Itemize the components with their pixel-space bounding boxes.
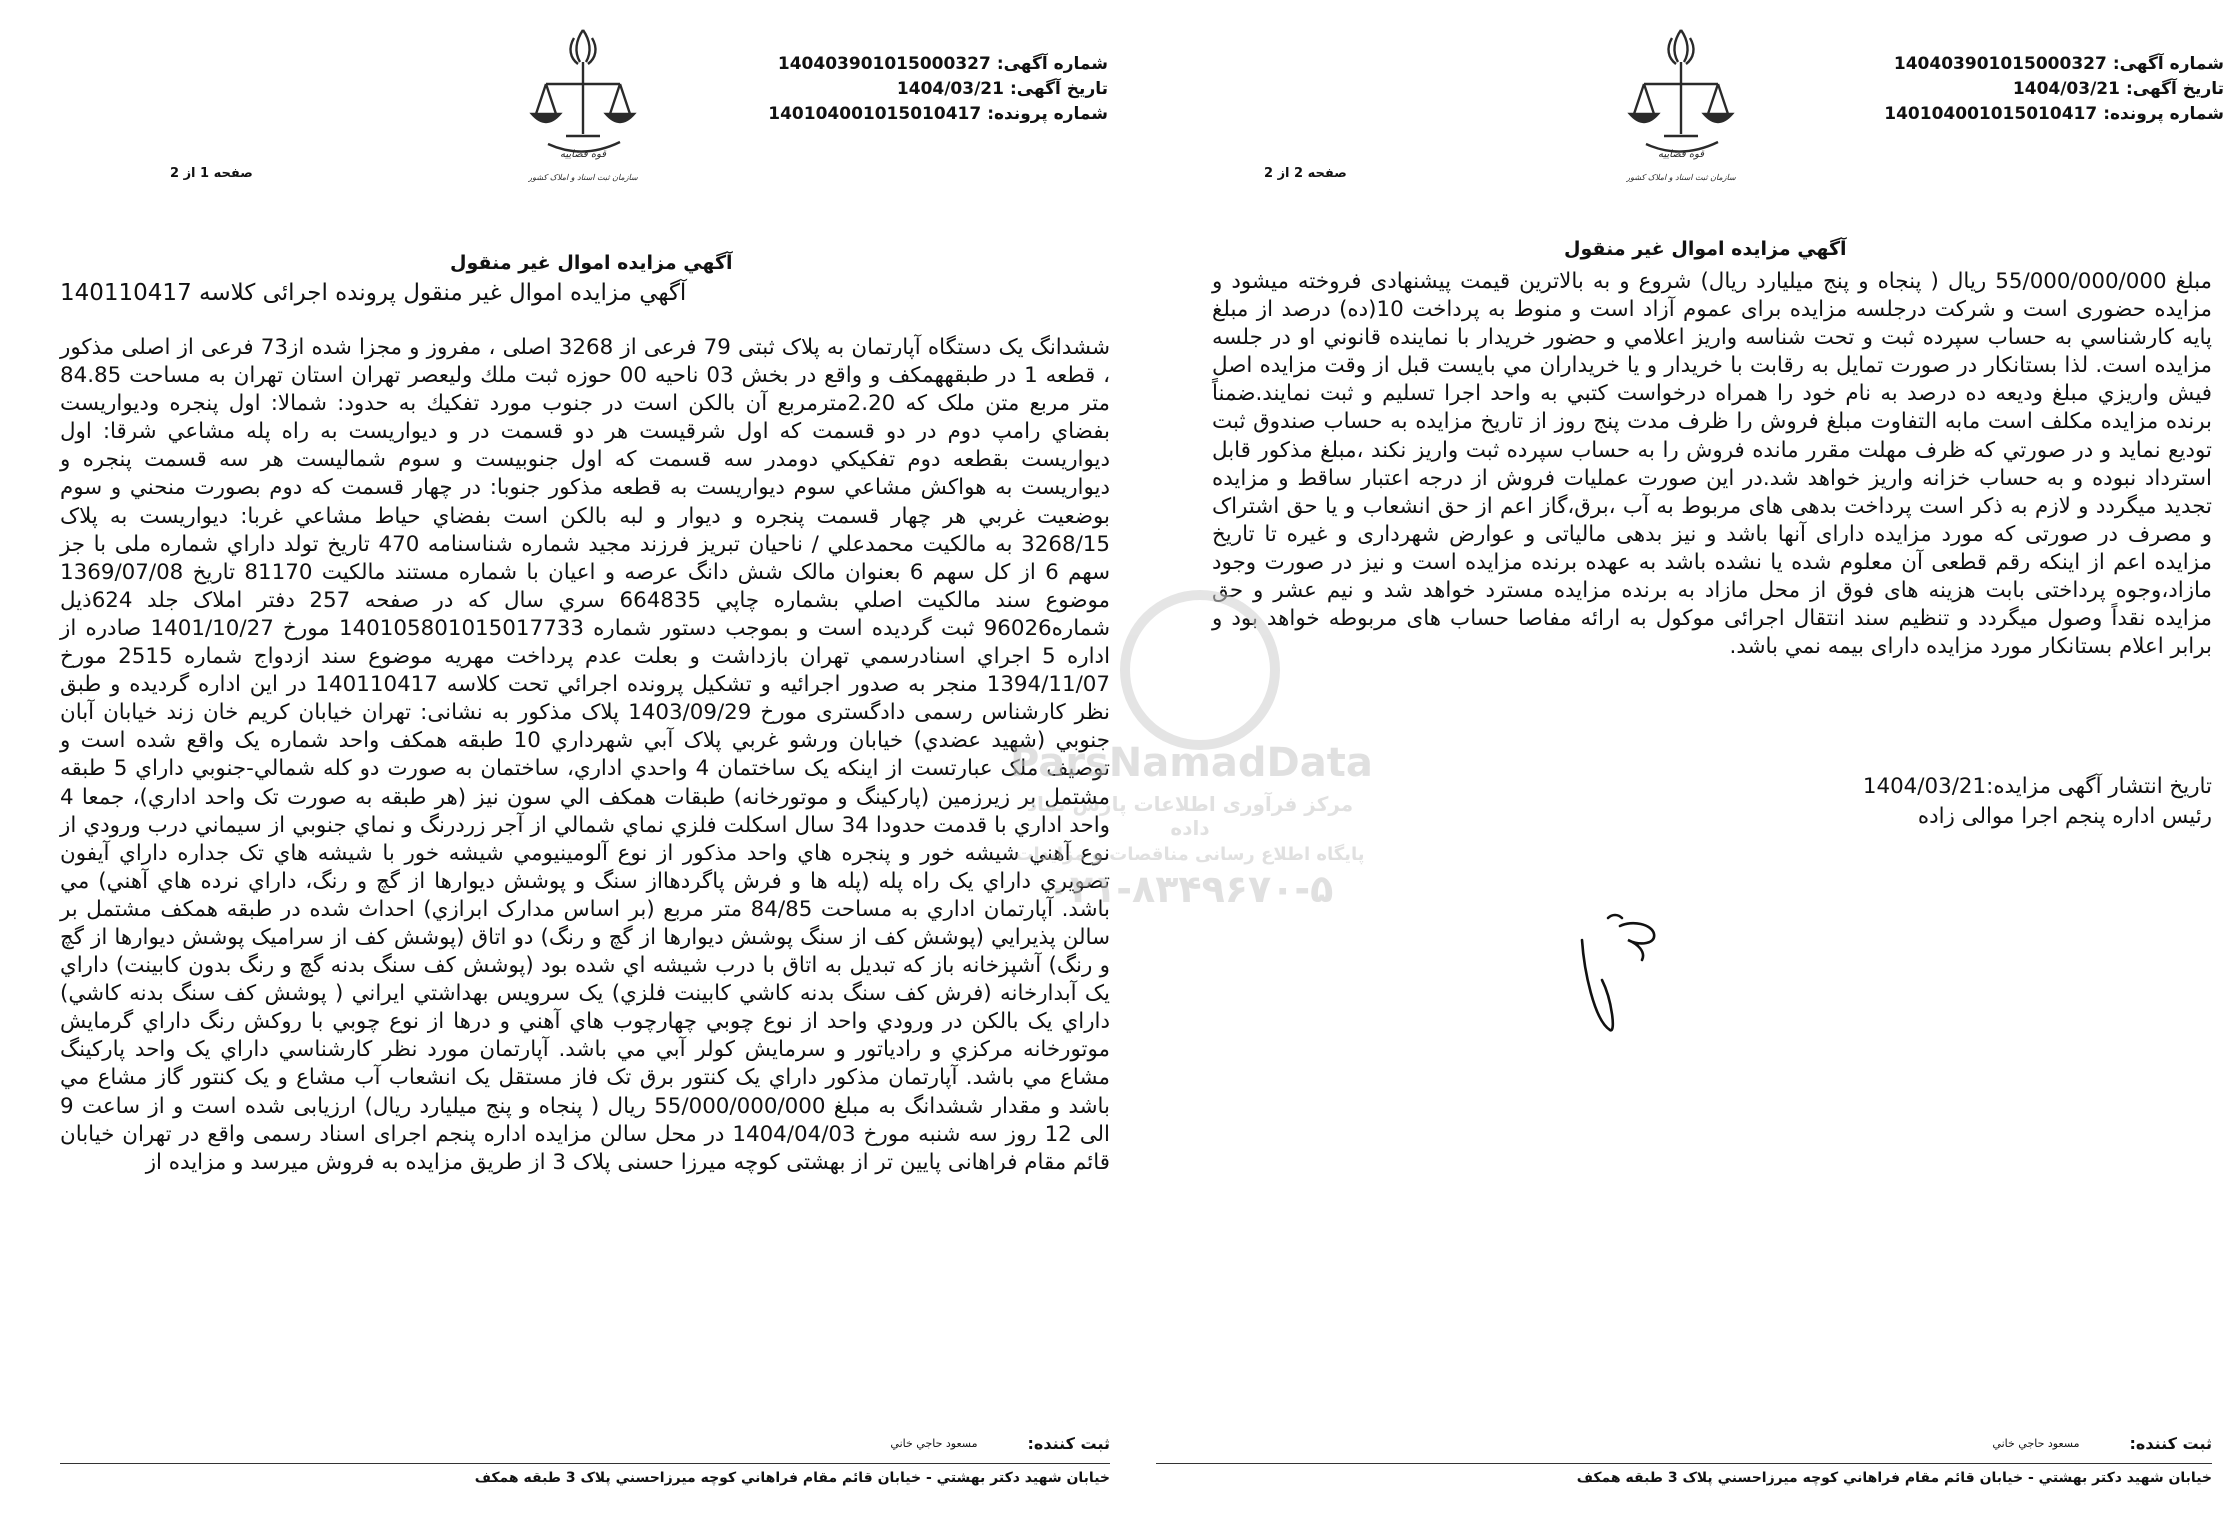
judiciary-emblem-icon: [1626, 22, 1736, 192]
case-number-label: شماره پرونده:: [2103, 104, 2224, 124]
watermark-line-2: پایگاه اطلاع رسانی مناقصات و مزایدات: [1015, 844, 1365, 865]
svg-text:سازمان ثبت اسناد و املاک کشور: سازمان ثبت اسناد و املاک کشور: [1626, 173, 1736, 182]
notice-date: 1404/03/21: [896, 79, 1004, 99]
notice-meta: [708, 52, 1108, 127]
watermark-line-1: مرکز فرآوری اطلاعات پارس نماد داده: [1026, 792, 1354, 840]
notice-page-2: [1116, 0, 2232, 1528]
publish-date-line: [1612, 772, 2212, 802]
watermark-phone: ۰۲۱-۸۳۴۹۶۷۰-۵: [1046, 867, 1334, 911]
office-address: خيابان شهيد دکتر بهشتي - خيابان قائم مقام فراهاني کوچه ميرزاحسني پلاک 3 طبقه همکف: [1576, 1470, 2212, 1486]
notice-date-label: تاریخ آگهی:: [2125, 79, 2224, 99]
footer-divider: [60, 1463, 1110, 1464]
page-indicator: صفحه 1 از 2: [170, 166, 253, 181]
office-address: خيابان شهيد دکتر بهشتي - خيابان قائم مقام فراهاني کوچه ميرزاحسني پلاک 3 طبقه همکف: [474, 1470, 1110, 1486]
notice-body: ششدانگ يک دستگاه آپارتمان به پلاک ثبتی 79 فرعی از 3268 اصلی ، مفروز و مجزا شده از73 فرعی از اصلی مذکور ، قطعه 1 در طبقههمکف و واقع در بخش 03 ناحيه 00 حوزه ثبت ملك وليعصر تهران استان تهران به مساحت 84.85 متر مربع متن ملک که 2.20مترمربع آن بالکن است در جنوب مورد تفکيك به حدود: شمالا: اول پنجره وديواريست بفضاي رامپ دوم در دو قسمت که اول شرقيست هر دو قسمت در و ديواريست به راه پله مشاعي شرقا: اول ديواريست بقطعه دوم تفکيکي دومدر سه قسمت که اول جنوبيست و سوم شماليست هر سه قسمت پنجره و ديواريست به هواکش مشاعي سوم ديواريست به قطعه مذکور جنوبا: در چهار قسمت که دوم بصورت منحني و سوم بوضعيت غربي هر چهار قسمت پنجره و ديوار و لبه بالکن است بفضاي حياط مشاعي غربا: ديواريست به پلاک 3268/15 به مالکيت محمدعلي / ناحيان تبريز فرزند مجيد شماره شناسنامه 470 تاريخ تولد داراي شماره ملی با جز سهم 6 از کل سهم 6 بعنوان مالک شش دانگ عرصه و اعيان با شماره مستند مالکيت 81170 تاريخ 1369/07/08 موضوع سند مالکيت اصلي بشماره چاپي 664835 سري سال که در صفحه 257 دفتر املاک جلد 624ذيل شماره96026 ثبت گرديده است و بموجب دستور شماره 140105801015017733 مورخ 1401/10/27 صادره از اداره 5 اجراي اسنادرسمي تهران بازداشت و بعلت عدم پرداخت مهريه موضوع سند ازدواج شماره 2515 مورخ 1394/11/07 منجر به صدور اجرائيه و تشکيل پرونده اجرائي تحت کلاسه 140110417 در اين اداره گرديده و طبق نظر کارشناس رسمی دادگستری مورخ 1403/09/29 پلاک مذکور به نشانی: تهران خيابان کريم خان زند خيابان آبان جنوبي (شهيد عضدي) خيابان ورشو غربي پلاک آبي شهرداري 10 طبقه همکف واحد شماره يک واقع شده است و توصيف ملک عبارتست از اينکه يک ساختمان 4 واحدي اداري، ساختمان به صورت دو کله شمالي-جنوبي داراي 5 طبقه مشتمل بر زيرزمين (پارکينگ و موتورخانه) طبقات همکف الي سون نيز (هر طبقه به صورت تک واحد اداري)، جمعا 4 واحد اداري با قدمت حدودا 34 سال اسکلت فلزي نماي شمالي از آجر زردرنگ و نماي جنوبي از سيماني درب ورودي از نوع آهني شيشه خور و پنجره هاي واحد مذکور از نوع آلومينيومي شيشه خور با شيشه هاي تک جداره داراي آيفون تصويري داراي يک راه پله (پله ها و فرش پاگردهااز سنگ و پوشش ديوارها از گچ و رنگ، داراي نرده هاي آهني) مي باشد. آپارتمان اداري به مساحت 84/85 متر مربع (بر اساس مدارک ابرازي) احداث شده در طبقه همکف مشتمل بر سالن پذيرايي (پوشش کف از سنگ پوشش ديوارها از گچ و رنگ) دو اتاق (پوشش کف از سراميک پوشش ديوارها از گچ و رنگ) آشپزخانه باز که تبديل به اتاق با درب شيشه اي شده بود (پوشش کف سنگ بدنه گچ و رنگ بدون کابينت) داراي يک آبدارخانه (فرش کف سنگ بدنه کاشي کابينت فلزي) يک سرويس بهداشتي ايراني ( پوشش کف سنگ بدنه کاشي) داراي يک بالکن در ورودي واحد از نوع چوبي چهارچوب هاي آهني و درها از نوع چوبي با روکش رنگ داراي گرمايش موتورخانه مرکزي و رادياتور و سرمايش کولر آبي مي باشد. آپارتمان مورد نظر کارشناسي داراي يک واحد پارکينگ مشاع مي باشد. آپارتمان مذکور داراي يک کنتور برق تک فاز مستقل يک انشعاب آب مشاع و يک کنتور گاز مشاع مي باشد و مقدار ششدانگ به مبلغ 55/000/000/000 ريال ( پنجاه و پنج ميليارد ريال) ارزيابی شده است و از ساعت 9 الی 12 روز سه شنبه مورخ 1404/04/03 در محل سالن مزايده اداره پنجم اجرای اسناد رسمی واقع در تهران خيابان قائم مقام فراهانی پايين تر از بهشتی کوچه ميرزا حسنی پلاک 3 از طريق مزايده به فروش ميرسد و مزايده از: [60, 335, 1111, 1175]
issuer-label: ثبت کننده:: [1027, 1434, 1110, 1453]
publish-date: 1404/03/21: [1862, 774, 1987, 799]
closing-block: [1612, 772, 2212, 832]
page-footer: [60, 1434, 1110, 1504]
issuer-label: ثبت کننده:: [2129, 1434, 2212, 1453]
issuer: [60, 1434, 1110, 1453]
notice-heading: آگهي مزايده اموال غير منقول: [450, 252, 733, 274]
footer-divider: [1156, 1463, 2212, 1464]
issuer: [1156, 1434, 2212, 1453]
case-number: 140104001015010417: [1884, 104, 2098, 124]
notice-number: 140403901015000327: [777, 54, 991, 74]
page-footer: [1156, 1434, 2212, 1504]
svg-text:قوه قضاییه: قوه قضاییه: [1657, 149, 1705, 160]
page-indicator: صفحه 2 از 2: [1264, 166, 1347, 181]
notice-body: مبلغ 55/000/000/000 ريال ( پنجاه و پنج ميليارد ريال) شروع و به بالاترين قيمت پيشنهادی فروخته ميشود و مزايده حضوری است و شرکت درجلسه مزايده برای عموم آزاد است و منوط به پرداخت 10(ده) درصد از مبلغ پايه کارشناسي به حساب سپرده ثبت و تحت شناسه واريز اعلامي و حضور خريدار با نماينده قانوني او در جلسه مزايده است. لذا بستانکار در صورت تمايل به رقابت با خريدار و يا خريداران مي بايست قبل از وقت مزايده اصل فيش واريزي مبلغ وديعه ده درصد به نام خود را همراه درخواست کتبي به واحد اجرا تسليم و ثبت نمايند.ضمناً برنده مزايده مکلف است مابه التفاوت مبلغ فروش را ظرف مدت پنج روز از تاريخ مزايده به حساب صندوق ثبت توديع نمايد و در صورتي که ظرف مهلت مقرر مانده فروش را به حساب سپرده ثبت واريز نکند ،مبلغ مذکور قابل استرداد نبوده و به حساب خزانه واريز خواهد شد.در اين صورت عمليات فروش از درجه اعتبار ساقط و مزايده تجديد ميگردد و لازم به ذکر است پرداخت بدهی های مربوط به آب ،برق،گاز اعم از حق انشعاب و يا حق اشتراک و مصرف در صورتی که مورد مزايده دارای آنها باشد و نيز بدهی مالياتی و عوارض شهرداری و غيره تا تاريخ مزايده اعم از اينکه رقم قطعی آن معلوم شده يا نشده باشد به عهده برنده مزايده است و نيز در صورت وجود مازاد،وجوه پرداختی بابت هزينه های فوق از محل مازاد به برنده مزايده مسترد خواهد شد و نيم عشر و حق مزايده نقداً وصول ميگردد و تنظيم سند انتقال اجرائی موکول به ارائه مفاصا حساب های مربوطه خواهد بود و برابر اعلام بستانکار مورد مزايده دارای بيمه نمي باشد.: [1212, 269, 2212, 660]
notice-number-label: شماره آگهی:: [996, 54, 1108, 74]
notice-number: 140403901015000327: [1893, 54, 2107, 74]
issuer-name: مسعود حاجي خاني: [890, 1437, 978, 1450]
notice-date: 1404/03/21: [2012, 79, 2120, 99]
notice-heading: آگهي مزايده اموال غير منقول: [1564, 238, 1847, 260]
notice-subheading: آگهي مزايده اموال غير منقول پرونده اجرائی کلاسه 140110417: [60, 280, 687, 306]
notice-date-label: تاریخ آگهی:: [1009, 79, 1108, 99]
notice-number-label: شماره آگهی:: [2112, 54, 2224, 74]
publish-date-label: تاریخ انتشار آگهی مزایده:: [1986, 774, 2212, 799]
watermark-brand: ParsNamadData: [1010, 740, 1373, 786]
judiciary-emblem-icon: [528, 22, 638, 192]
issuer-name: مسعود حاجي خاني: [1992, 1437, 2080, 1450]
svg-text:قوه قضاییه: قوه قضاییه: [559, 149, 607, 160]
handwritten-signature: [1542, 880, 1672, 1050]
case-number: 140104001015010417: [768, 104, 982, 124]
svg-text:سازمان ثبت اسناد و املاک کشور: سازمان ثبت اسناد و املاک کشور: [528, 173, 638, 182]
notice-meta: [1804, 52, 2224, 127]
signatory: رئيس اداره پنجم اجرا موالی زاده: [1917, 804, 2212, 829]
case-number-label: شماره پرونده:: [987, 104, 1108, 124]
